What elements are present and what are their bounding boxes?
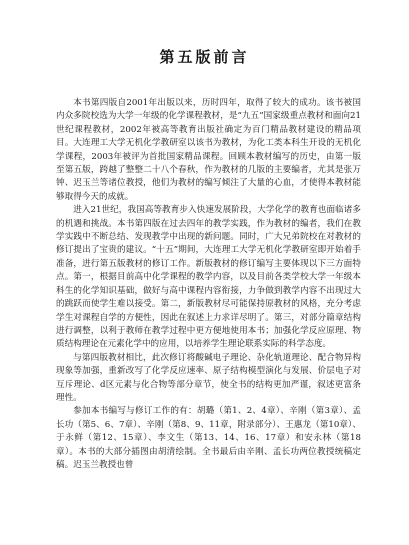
paragraph-2: 进入21世纪，我国高等教育步入快速发展阶段，大学化学的教育也面临诸多的机遇和挑战。本书第四版在过去四年的教学实践，作为教材的编者，我们在教学实践中不断总结、发现教学中出现的新问题。同时，广大兄弟院校在对教材的修订提出了宝贵的建议。“十五”期间，大连理工大学无机化学教研室即开始着手准备，进行第五版教材的修订工作。新版教材的修订编写主要体现以下三方面特点。第一，根据目前高中化学课程的教学内容，以及目前各类学校大学一年级本科生的化学知识基础，做好与高中课程内容衔接，力争做到教学内容不出现过大的跳跃而使学生难以接受。第二，新版教材尽可能保持原教材的风格，充分考虑学生对课程自学的方便性，因此在叙述上力求详尽明了。第三，对部分篇章结构进行调整，以利于教师在教学过程中更方便地使用本书；加强化学反应原理、物质结构理论在元素化学中的应用，以培养学生理论联系实际的科学态度。	[56, 205, 361, 350]
document-body	[56, 97, 361, 472]
paragraph-4: 参加本书编写与修订工作的有：胡璐（第1、2、4章）、辛刚（第3章）、孟长功（第5、6、7章）、辛刚（第8、9、11章，附录部分）、王惠龙（第10章）、于永鲜（第12、15章）、李文生（第13、14、16、17章）和安永林（第18章）。本书的大部分插图由胡清绘制。全书最后由辛刚、孟长功两位教授统稿定稿。迟玉兰教授也曾	[56, 406, 361, 470]
page-title: 第五版前言	[159, 48, 250, 66]
paragraph-3: 与第四版教材相比，此次修订将酸碱电子理论、杂化轨道理论、配合物异构现象等加强，重新改写了化学反应速率、原子结构模型演化与发展、价层电子对互斥理论、d区元素与化合物等部分章节，使全书的结构更加严谨，叙述更富条理性。	[56, 352, 361, 403]
paragraph-1: 本书第四版自2001年出版以来，历时四年，取得了较大的成功。该书被国内众多院校选为大学一年级的化学课程教材，是“九五”国家级重点教材和面向21世纪课程教材，2002年被高等教育出版社确定为百门精品教材建设的精品项目。大连理工大学无机化学教研室以该书为教材，为化工类本科生开设的无机化学课程，2003年被评为首批国家精品课程。回顾本教材编写的历史，由第一版至第五版，跨越了整整二十八个春秋，作为教材的几版的主要编者，尤其是张万钟、迟玉兰等诸位教授，他们为教材的编写倾注了大量的心血，才使得本教材能够取得今天的成就。	[56, 98, 361, 202]
